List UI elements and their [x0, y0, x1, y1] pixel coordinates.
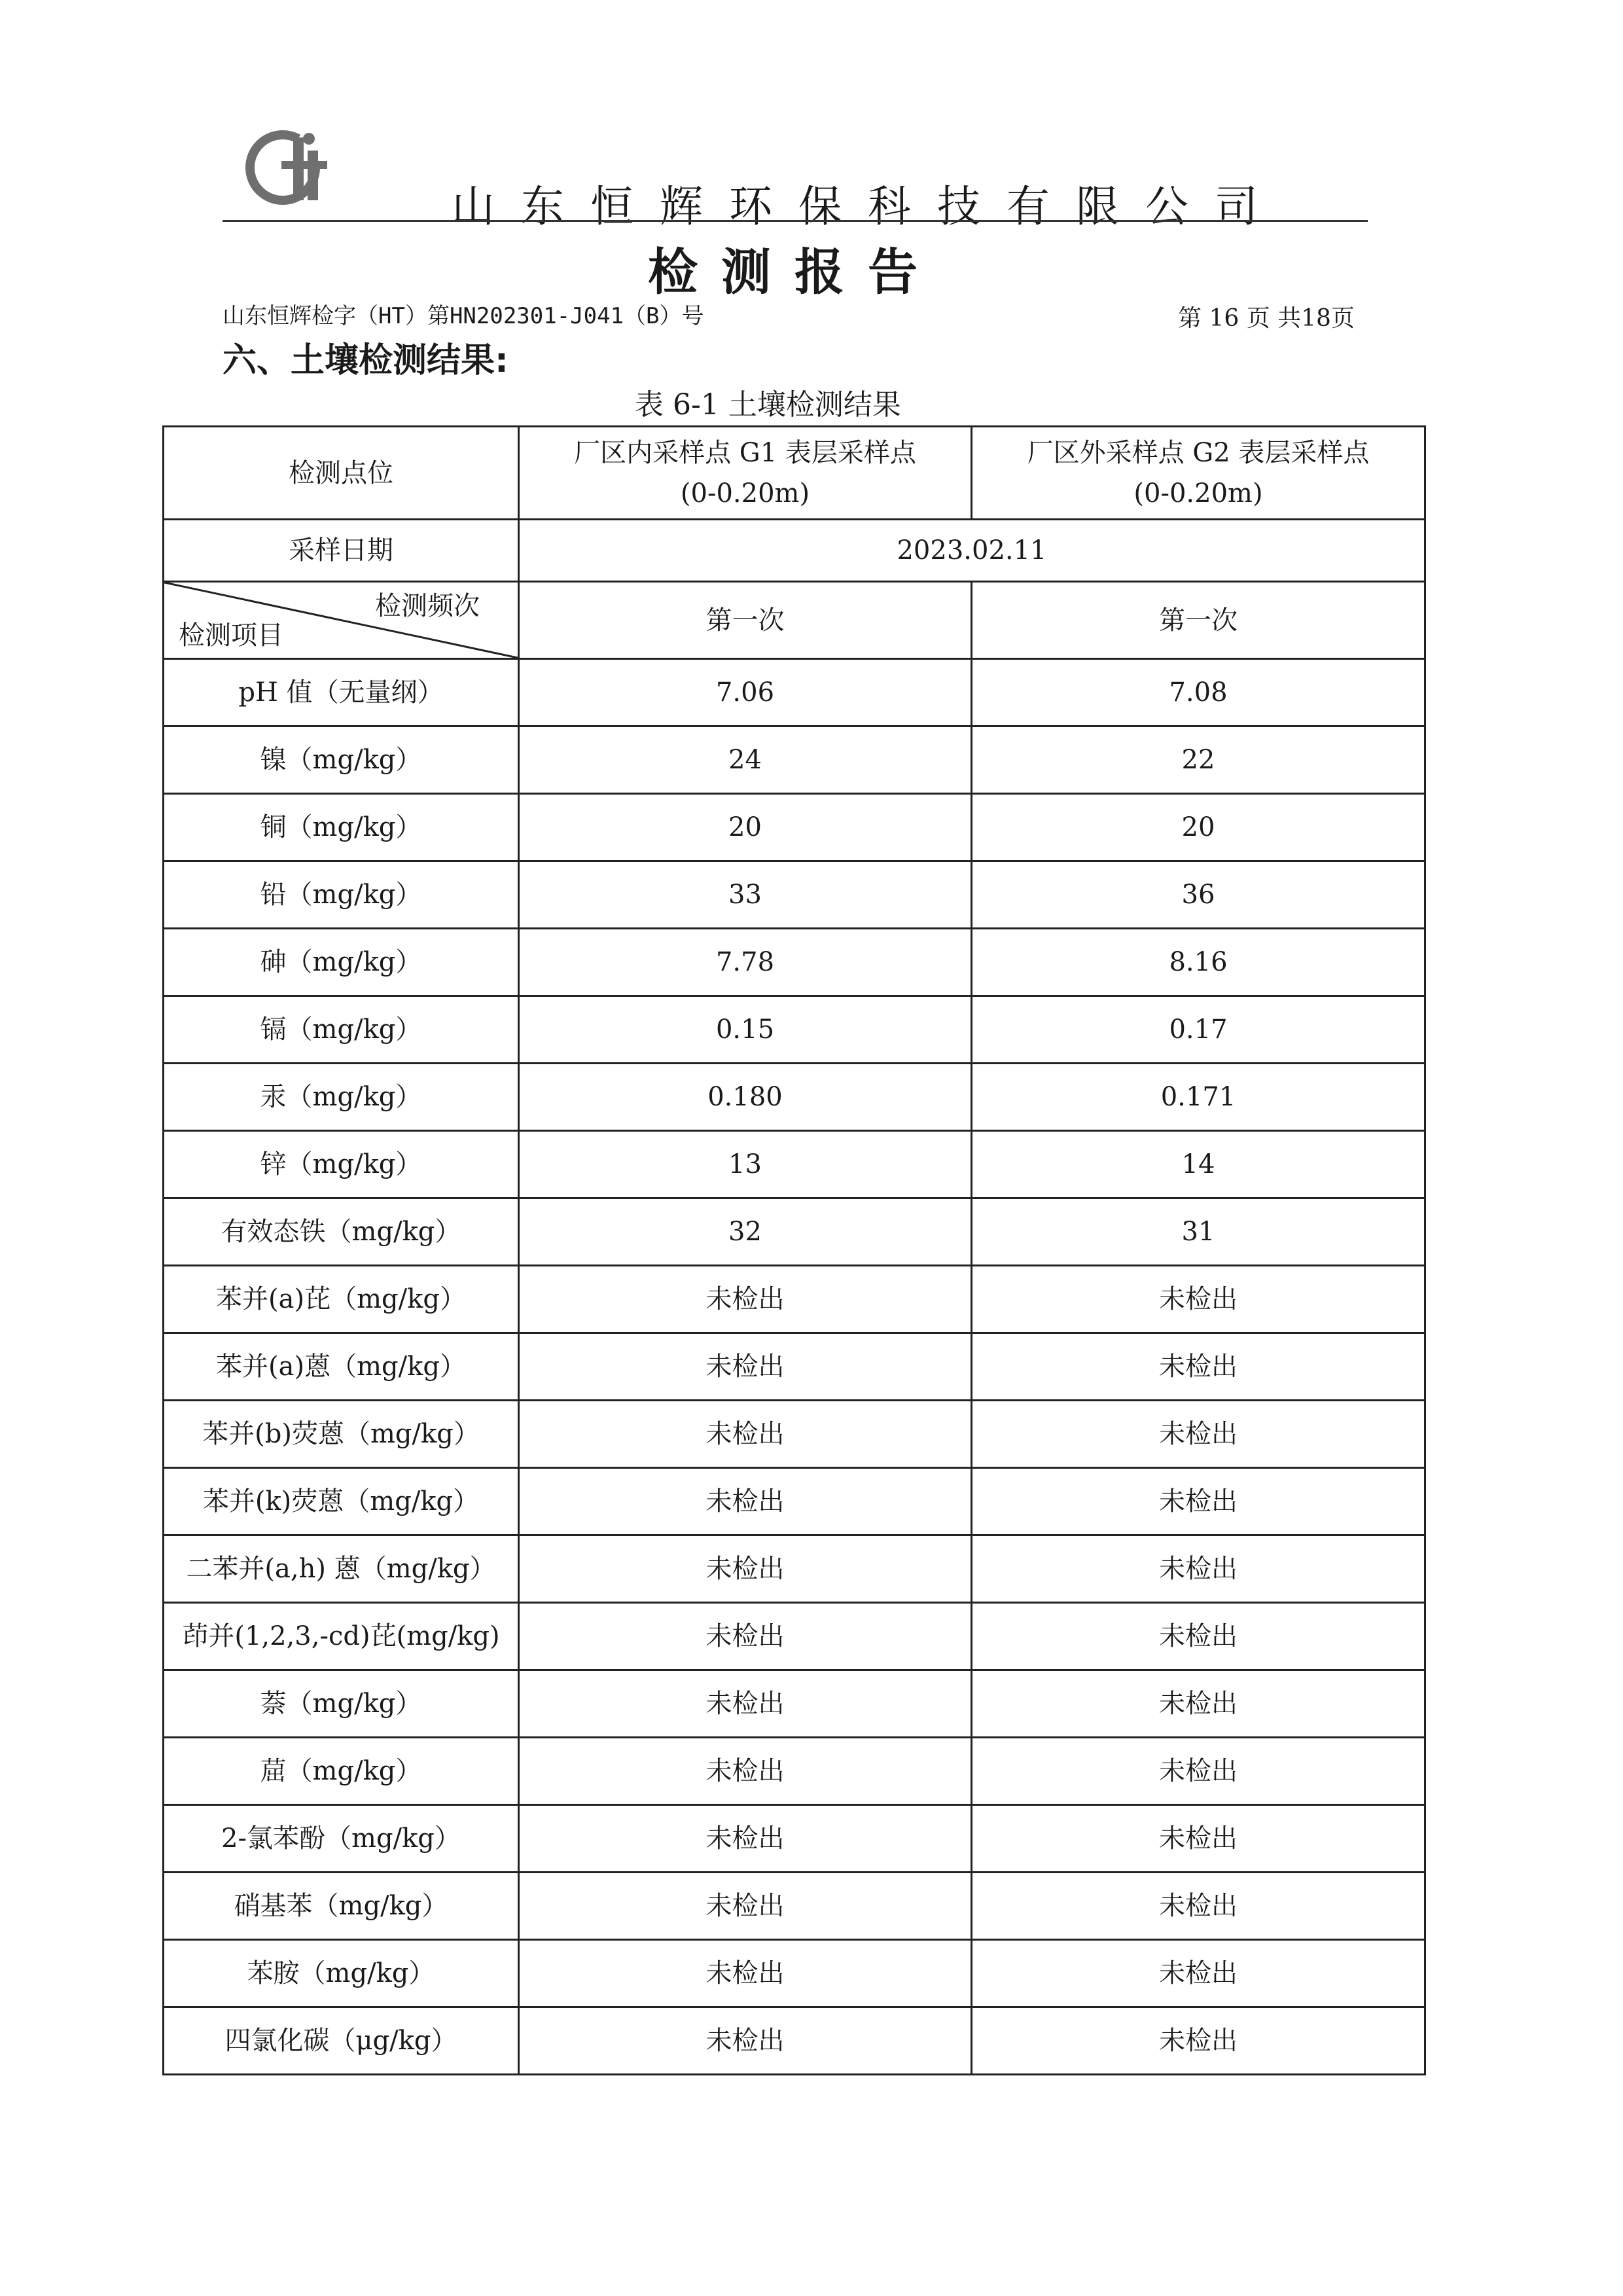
table-row	[164, 1603, 1425, 1670]
value-g1: 13	[519, 1131, 972, 1198]
value-g1: 未检出	[519, 1468, 972, 1535]
value-g2: 未检出	[972, 1805, 1425, 1873]
value-g2: 7.08	[972, 659, 1425, 726]
item-name: 二苯并(a,h) 蒽（mg/kg）	[164, 1535, 519, 1603]
table-row	[164, 1670, 1425, 1738]
table-row	[164, 794, 1425, 861]
table-row	[164, 1805, 1425, 1873]
value-g2: 22	[972, 726, 1425, 794]
item-name: 萘（mg/kg）	[164, 1670, 519, 1738]
value-g2: 未检出	[972, 1940, 1425, 2007]
value-g1: 未检出	[519, 1603, 972, 1670]
section-title: 六、土壤检测结果:	[223, 341, 508, 380]
value-g2: 0.171	[972, 1064, 1425, 1131]
table-row	[164, 929, 1425, 996]
item-name: 汞（mg/kg）	[164, 1064, 519, 1131]
value-g1: 未检出	[519, 2007, 972, 2075]
value-g1: 24	[519, 726, 972, 794]
table-row	[164, 1940, 1425, 2007]
site-g1-depth: (0-0.20m)	[680, 478, 810, 509]
table-row	[164, 1333, 1425, 1401]
value-g2: 未检出	[972, 1603, 1425, 1670]
site-g2-depth: (0-0.20m)	[1133, 478, 1263, 509]
site-row	[164, 427, 1425, 520]
value-g2: 8.16	[972, 929, 1425, 996]
date-label: 采样日期	[164, 520, 519, 582]
item-name: 镍（mg/kg）	[164, 726, 519, 794]
value-g2: 未检出	[972, 1401, 1425, 1468]
soil-results-table	[162, 425, 1426, 2075]
table-row	[164, 1266, 1425, 1333]
item-name: 苯并(k)荧蒽（mg/kg）	[164, 1468, 519, 1535]
value-g2: 未检出	[972, 1535, 1425, 1603]
value-g2: 20	[972, 794, 1425, 861]
value-g2: 未检出	[972, 1738, 1425, 1805]
item-name: 茚并(1,2,3,-cd)芘(mg/kg)	[164, 1603, 519, 1670]
value-g1: 未检出	[519, 1266, 972, 1333]
freq-g1: 第一次	[519, 582, 972, 659]
item-name: 铅（mg/kg）	[164, 861, 519, 929]
table-caption: 表 6-1 土壤检测结果	[635, 388, 901, 422]
value-g2: 14	[972, 1131, 1425, 1198]
table-row	[164, 1535, 1425, 1603]
item-name: 苯胺（mg/kg）	[164, 1940, 519, 2007]
site-g1	[519, 427, 972, 520]
value-g2: 未检出	[972, 1873, 1425, 1940]
item-name: 苯并(a)芘（mg/kg）	[164, 1266, 519, 1333]
frequency-label: 检测频次	[375, 591, 480, 621]
freq-g2: 第一次	[972, 582, 1425, 659]
value-g1: 未检出	[519, 1873, 972, 1940]
item-name: 镉（mg/kg）	[164, 996, 519, 1064]
value-g1: 32	[519, 1198, 972, 1266]
value-g2: 31	[972, 1198, 1425, 1266]
company-name: 山东恒辉环保科技有限公司	[452, 181, 1284, 232]
item-name: 硝基苯（mg/kg）	[164, 1873, 519, 1940]
report-title: 检测报告	[648, 243, 941, 301]
diagonal-header-cell	[164, 582, 519, 659]
table-row	[164, 1401, 1425, 1468]
value-g1: 20	[519, 794, 972, 861]
value-g1: 7.06	[519, 659, 972, 726]
value-g1: 未检出	[519, 1805, 972, 1873]
report-number: 山东恒辉检字（HT）第HN202301-J041（B）号	[223, 303, 704, 329]
table-row	[164, 996, 1425, 1064]
value-g2: 未检出	[972, 1333, 1425, 1401]
value-g2: 未检出	[972, 1670, 1425, 1738]
table-row	[164, 659, 1425, 726]
date-row	[164, 520, 1425, 582]
table-row	[164, 1873, 1425, 1940]
item-name: 有效态铁（mg/kg）	[164, 1198, 519, 1266]
value-g1: 未检出	[519, 1670, 972, 1738]
site-g2-name: 厂区外采样点 G2 表层采样点	[1027, 437, 1370, 468]
table-row	[164, 1468, 1425, 1535]
table-row	[164, 861, 1425, 929]
table-row	[164, 726, 1425, 794]
item-label: 检测项目	[179, 620, 283, 651]
page-info: 第 16 页 共18页	[1178, 305, 1355, 332]
date-value: 2023.02.11	[519, 520, 1425, 582]
frequency-row	[164, 582, 1425, 659]
item-name: 苯并(a)蒽（mg/kg）	[164, 1333, 519, 1401]
value-g1: 未检出	[519, 1333, 972, 1401]
item-name: 砷（mg/kg）	[164, 929, 519, 996]
value-g1: 33	[519, 861, 972, 929]
value-g1: 7.78	[519, 929, 972, 996]
table-row	[164, 1131, 1425, 1198]
item-name: 锌（mg/kg）	[164, 1131, 519, 1198]
item-name: 铜（mg/kg）	[164, 794, 519, 861]
value-g1: 未检出	[519, 1738, 972, 1805]
value-g2: 未检出	[972, 2007, 1425, 2075]
item-name: 2-氯苯酚（mg/kg）	[164, 1805, 519, 1873]
value-g2: 未检出	[972, 1468, 1425, 1535]
item-name: 䓛（mg/kg）	[164, 1738, 519, 1805]
value-g1: 未检出	[519, 1940, 972, 2007]
site-label: 检测点位	[164, 427, 519, 520]
value-g1: 0.180	[519, 1064, 972, 1131]
value-g2: 未检出	[972, 1266, 1425, 1333]
value-g2: 36	[972, 861, 1425, 929]
item-name: 苯并(b)荧蒽（mg/kg）	[164, 1401, 519, 1468]
site-g1-name: 厂区内采样点 G1 表层采样点	[574, 437, 916, 468]
table-row	[164, 1738, 1425, 1805]
table-row	[164, 1198, 1425, 1266]
value-g1: 未检出	[519, 1535, 972, 1603]
value-g1: 0.15	[519, 996, 972, 1064]
value-g2: 0.17	[972, 996, 1425, 1064]
item-name: 四氯化碳（μg/kg）	[164, 2007, 519, 2075]
company-logo	[242, 124, 340, 209]
table-row	[164, 2007, 1425, 2075]
item-name: pH 值（无量纲）	[164, 659, 519, 726]
header-divider	[223, 220, 1368, 222]
site-g2	[972, 427, 1425, 520]
table-row	[164, 1064, 1425, 1131]
value-g1: 未检出	[519, 1401, 972, 1468]
